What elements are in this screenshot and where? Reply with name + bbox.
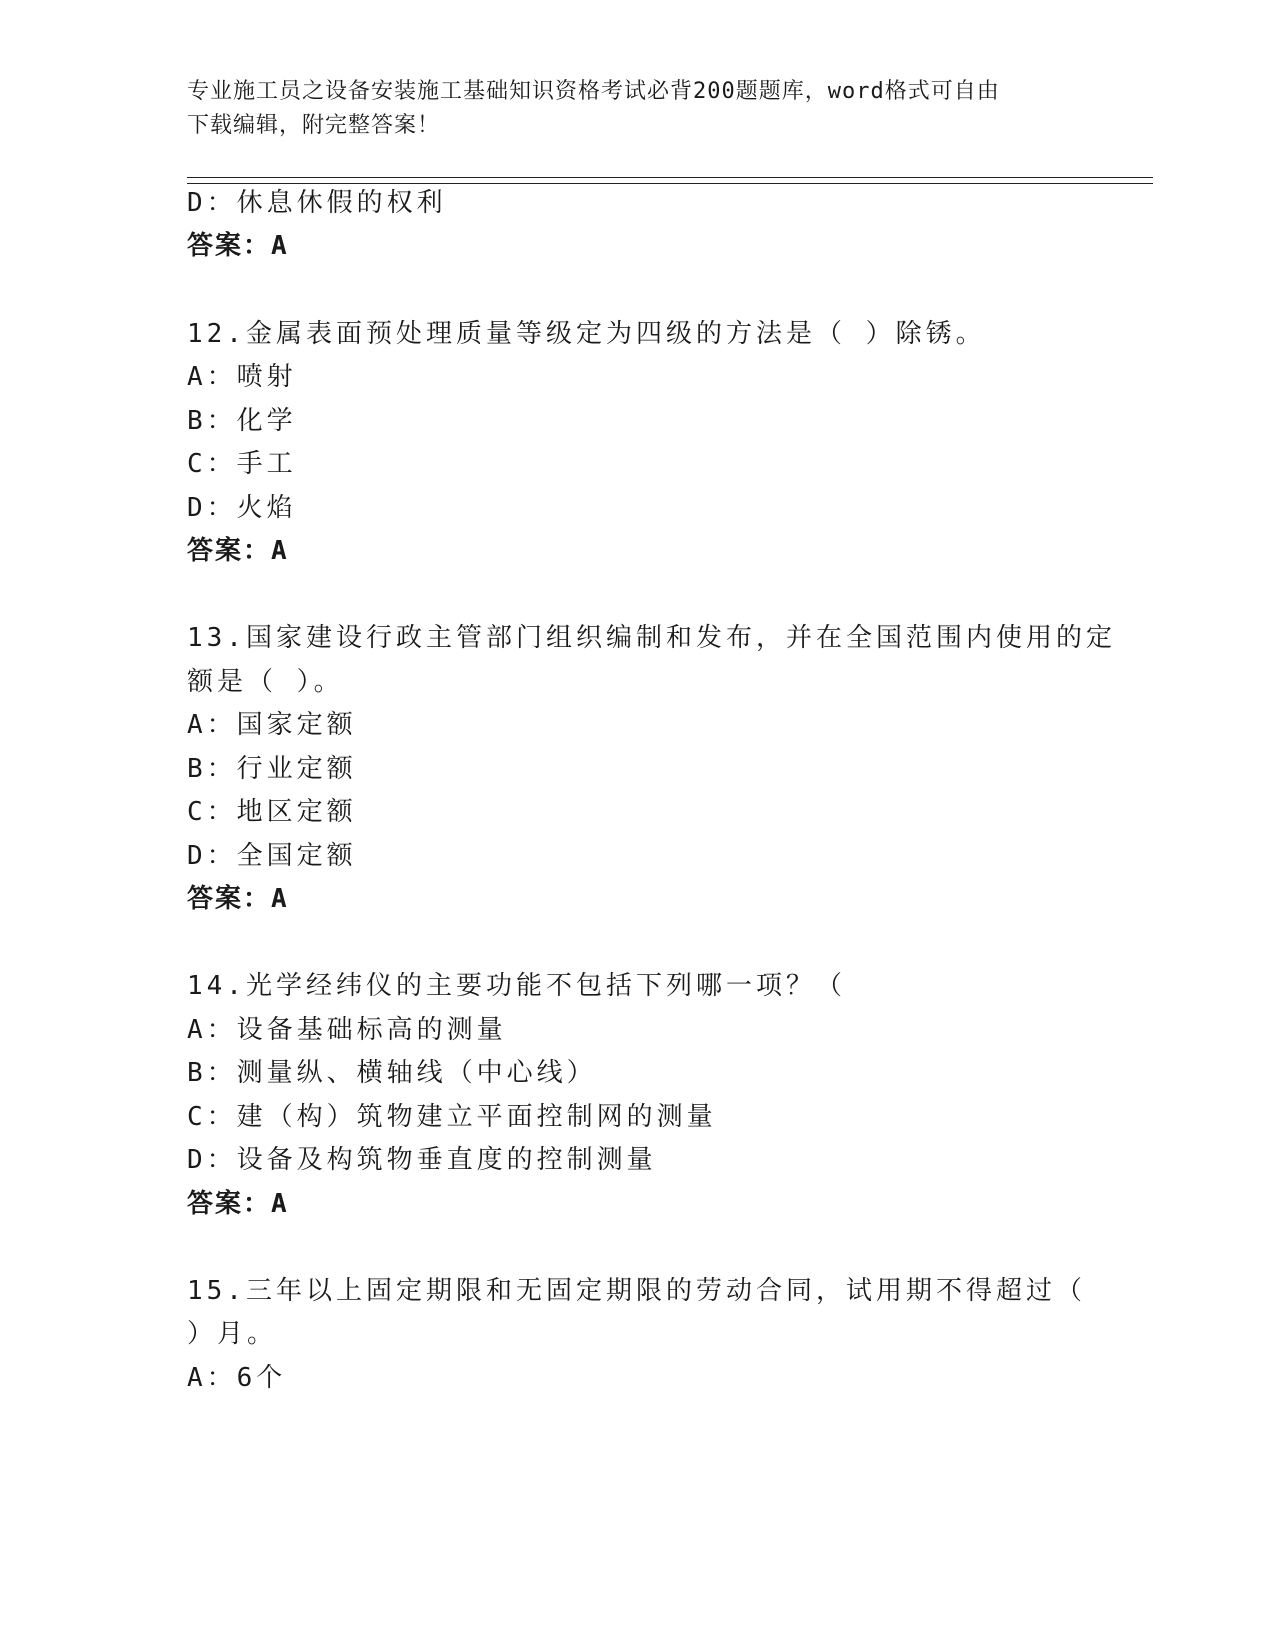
q13-answer: 答案：A <box>187 884 289 914</box>
q13-option-a: A：国家定额 <box>187 710 357 740</box>
q11-option-d: D：休息休假的权利 <box>187 188 447 218</box>
q15-stem-line-1: 15.三年以上固定期限和无固定期限的劳动合同，试用期不得超过（ <box>187 1276 1086 1306</box>
header-line-1: 专业施工员之设备安装施工基础知识资格考试必背200题题库，word格式可自由 <box>187 79 1000 104</box>
q14-stem: 14.光学经纬仪的主要功能不包括下列哪一项？（ <box>187 971 846 1001</box>
q13-stem-line-1: 13.国家建设行政主管部门组织编制和发布，并在全国范围内使用的定 <box>187 623 1116 653</box>
header-line-2: 下载编辑，附完整答案！ <box>187 113 441 138</box>
q11-answer: 答案：A <box>187 231 289 261</box>
q14-option-d: D：设备及构筑物垂直度的控制测量 <box>187 1145 657 1175</box>
q13-option-c: C：地区定额 <box>187 797 357 827</box>
q13-stem-line-2: 额是（ ）。 <box>187 667 344 697</box>
q14-option-b: B：测量纵、横轴线（中心线） <box>187 1058 597 1088</box>
q12-answer: 答案：A <box>187 536 289 566</box>
document-header <box>187 75 1067 143</box>
header-divider-bottom <box>187 183 1153 184</box>
header-divider-top <box>187 177 1153 178</box>
q15-option-a: A：6个 <box>187 1363 287 1393</box>
q15-stem-line-2: ）月。 <box>187 1319 278 1349</box>
q14-option-c: C：建（构）筑物建立平面控制网的测量 <box>187 1102 717 1132</box>
q13-option-d: D：全国定额 <box>187 841 357 871</box>
q12-option-b: B：化学 <box>187 406 297 436</box>
q12-option-a: A：喷射 <box>187 362 297 392</box>
q12-option-d: D：火焰 <box>187 493 297 523</box>
q14-answer: 答案：A <box>187 1189 289 1219</box>
q14-option-a: A：设备基础标高的测量 <box>187 1015 507 1045</box>
q12-option-c: C：手工 <box>187 449 297 479</box>
q13-option-b: B：行业定额 <box>187 754 357 784</box>
q12-stem: 12.金属表面预处理质量等级定为四级的方法是（ ）除锈。 <box>187 319 986 349</box>
